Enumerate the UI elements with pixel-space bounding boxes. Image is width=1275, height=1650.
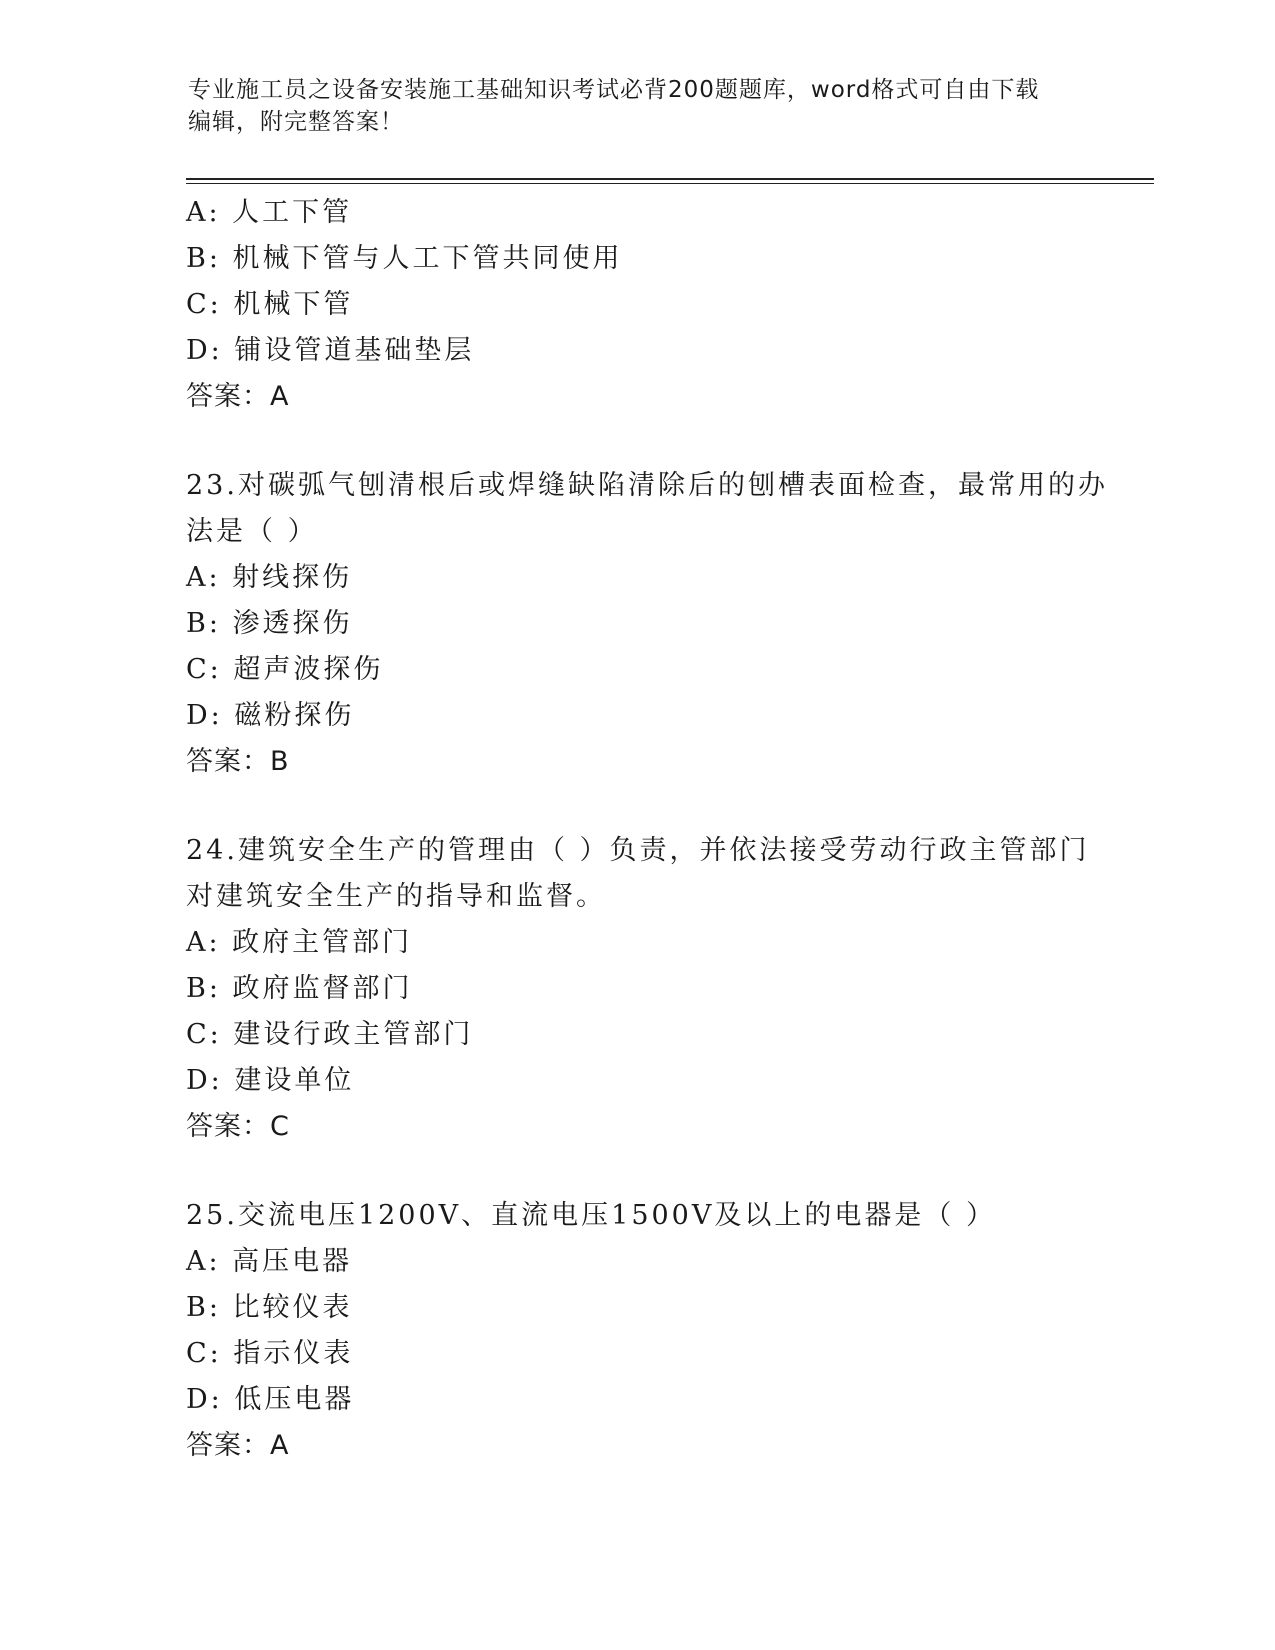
header-line-2: 编辑，附完整答案！: [188, 109, 404, 135]
header-divider-thick: [186, 178, 1154, 180]
header-line-1: 专业施工员之设备安装施工基础知识考试必背200题题库，word格式可自由下载: [188, 77, 1040, 103]
option-d: D: 低压电器: [186, 1384, 355, 1415]
question-text-line-2: 法是（ ）: [186, 516, 318, 547]
answer: 答案：A: [186, 1430, 290, 1461]
option-d: D: 磁粉探伤: [186, 700, 355, 731]
option-b: B: 政府监督部门: [186, 973, 413, 1004]
option-b: B: 渗透探伤: [186, 608, 353, 639]
answer: 答案：C: [186, 1111, 290, 1142]
option-d: D: 铺设管道基础垫层: [186, 335, 475, 366]
question-24: [186, 828, 1090, 1150]
question-22: [186, 190, 1086, 420]
option-a: A: 高压电器: [186, 1246, 353, 1277]
option-a: A: 射线探伤: [186, 562, 353, 593]
option-a: A: 人工下管: [186, 197, 353, 228]
option-c: C: 指示仪表: [186, 1338, 354, 1369]
question-list: [186, 190, 1108, 1469]
option-a: A: 政府主管部门: [186, 927, 413, 958]
option-c: C: 建设行政主管部门: [186, 1019, 474, 1050]
answer: 答案：A: [186, 381, 290, 412]
question-text-line-2: 对建筑安全生产的指导和监督。: [186, 881, 606, 912]
option-b: B: 机械下管与人工下管共同使用: [186, 243, 623, 274]
option-c: C: 超声波探伤: [186, 654, 384, 685]
question-text-line-1: 24.建筑安全生产的管理由（ ）负责，并依法接受劳动行政主管部门: [186, 835, 1090, 866]
question-text-line-1: 23.对碳弧气刨清根后或焊缝缺陷清除后的刨槽表面检查，最常用的办: [186, 470, 1108, 501]
question-text-line-1: 25.交流电压1200V、直流电压1500V及以上的电器是（ ）: [186, 1200, 996, 1231]
question-25: [186, 1193, 1086, 1469]
option-c: C: 机械下管: [186, 289, 354, 320]
option-d: D: 建设单位: [186, 1065, 355, 1096]
header-divider-thin: [186, 183, 1154, 184]
document-header: [188, 74, 1068, 138]
answer: 答案：B: [186, 746, 290, 777]
option-b: B: 比较仪表: [186, 1292, 353, 1323]
question-23: [186, 463, 1108, 785]
